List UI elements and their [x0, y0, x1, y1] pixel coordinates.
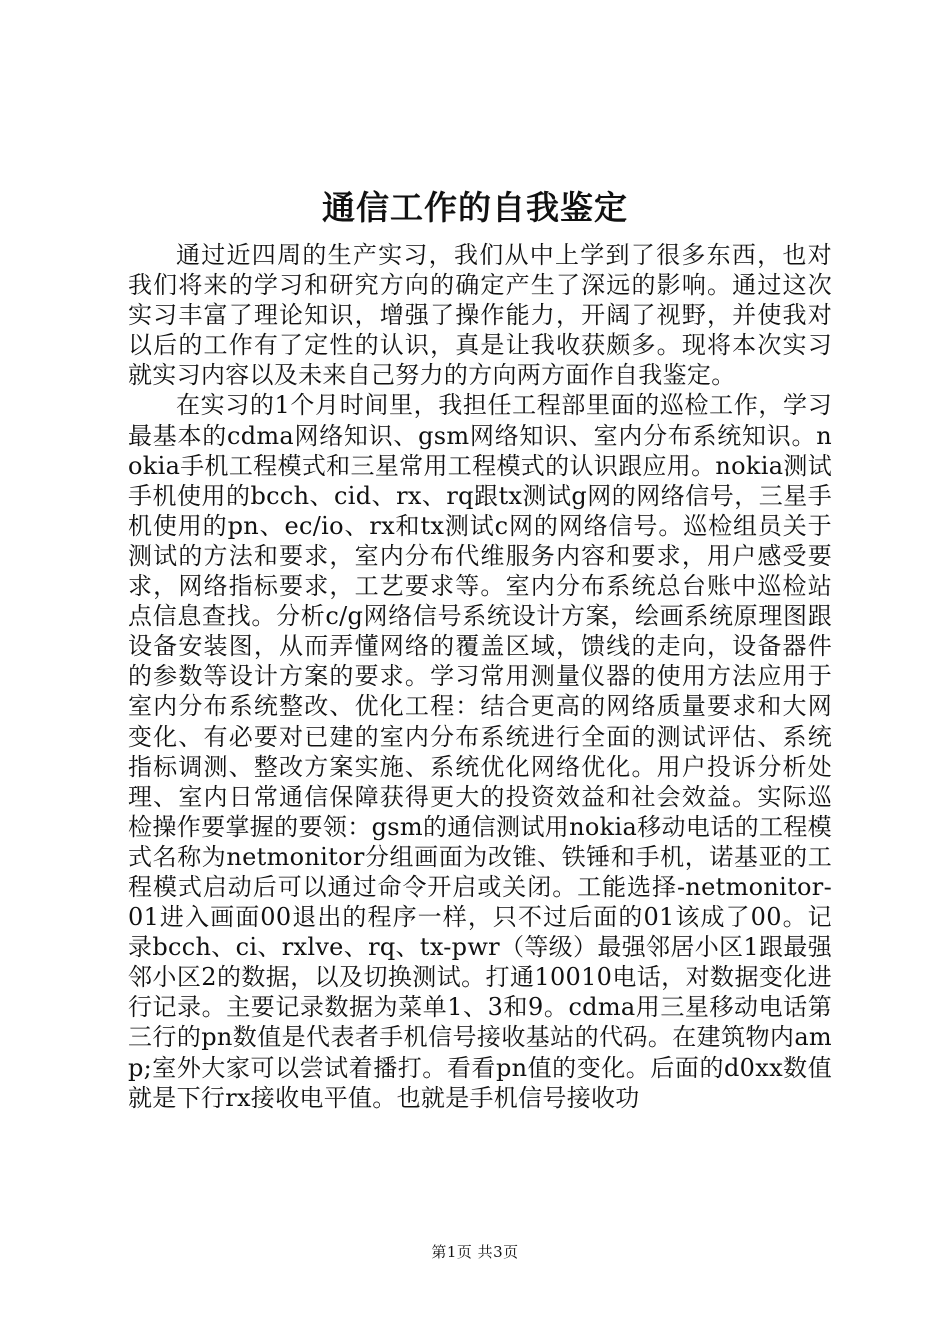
paragraph-internship-content: 在实习的1个月时间里，我担任工程部里面的巡检工作，学习最基本的cdma网络知识、gsm网络知识、室内分布系统知识。nokia手机工程模式和三星常用工程模式的认识跟应用。nokia测试手机使用的bcch、cid、rx、rq跟tx测试g网的网络信号，三星手机使用的pn、ec/io、rx和tx测试c网的网络信号。巡检组员关于测试的方法和要求，室内分布代维服务内容和要求，用户感受要求，网络指标要求，工艺要求等。室内分布系统总台账中巡检站点信息查找。分析c/g网络信号系统设计方案，绘画系统原理图跟设备安装图，从而弄懂网络的覆盖区域，馈线的走向，设备器件的参数等设计方案的要求。学习常用测量仪器的使用方法应用于室内分布系统整改、优化工程：结合更高的网络质量要求和大网变化、有必要对已建的室内分布系统进行全面的测试评估、系统指标调测、整改方案实施、系统优化网络优化。用户投诉分析处理、室内日常通信保障获得更大的投资效益和社会效益。实际巡检操作要掌握的要领：gsm的通信测试用nokia移动电话的工程模式名称为netmonitor分组画面为改锥、铁锤和手机，诺基亚的工程模式启动后可以通过命令开启或关闭。工能选择-netmonitor-01进入画面00退出的程序一样，只不过后面的01该成了00。记录bcch、ci、rxlve、rq、tx-pwr（等级）最强邻居小区1跟最强邻小区2的数据，以及切换测试。打通10010电话，对数据变化进行记录。主要记录数据为菜单1、3和9。cdma用三星移动电话第三行的pn数值是代表者手机信号接收基站的代码。在建筑物内amp;室外大家可以尝试着播打。看看pn值的变化。后面的d0xx数值就是下行rx接收电平值。也就是手机信号接收功: [128, 391, 832, 1112]
paragraph-intro: 通过近四周的生产实习，我们从中上学到了很多东西，也对我们将来的学习和研究方向的确定产生了深远的影响。通过这次实习丰富了理论知识，增强了操作能力，开阔了视野，并使我对以后的工作有了定性的认识，真是让我收获颇多。现将本次实习就实习内容以及未来自己努力的方向两方面作自我鉴定。: [128, 241, 832, 390]
page-number-footer: 第1页 共3页: [431, 1243, 519, 1261]
document-title: 通信工作的自我鉴定: [322, 188, 628, 227]
document-body: [128, 240, 832, 1113]
